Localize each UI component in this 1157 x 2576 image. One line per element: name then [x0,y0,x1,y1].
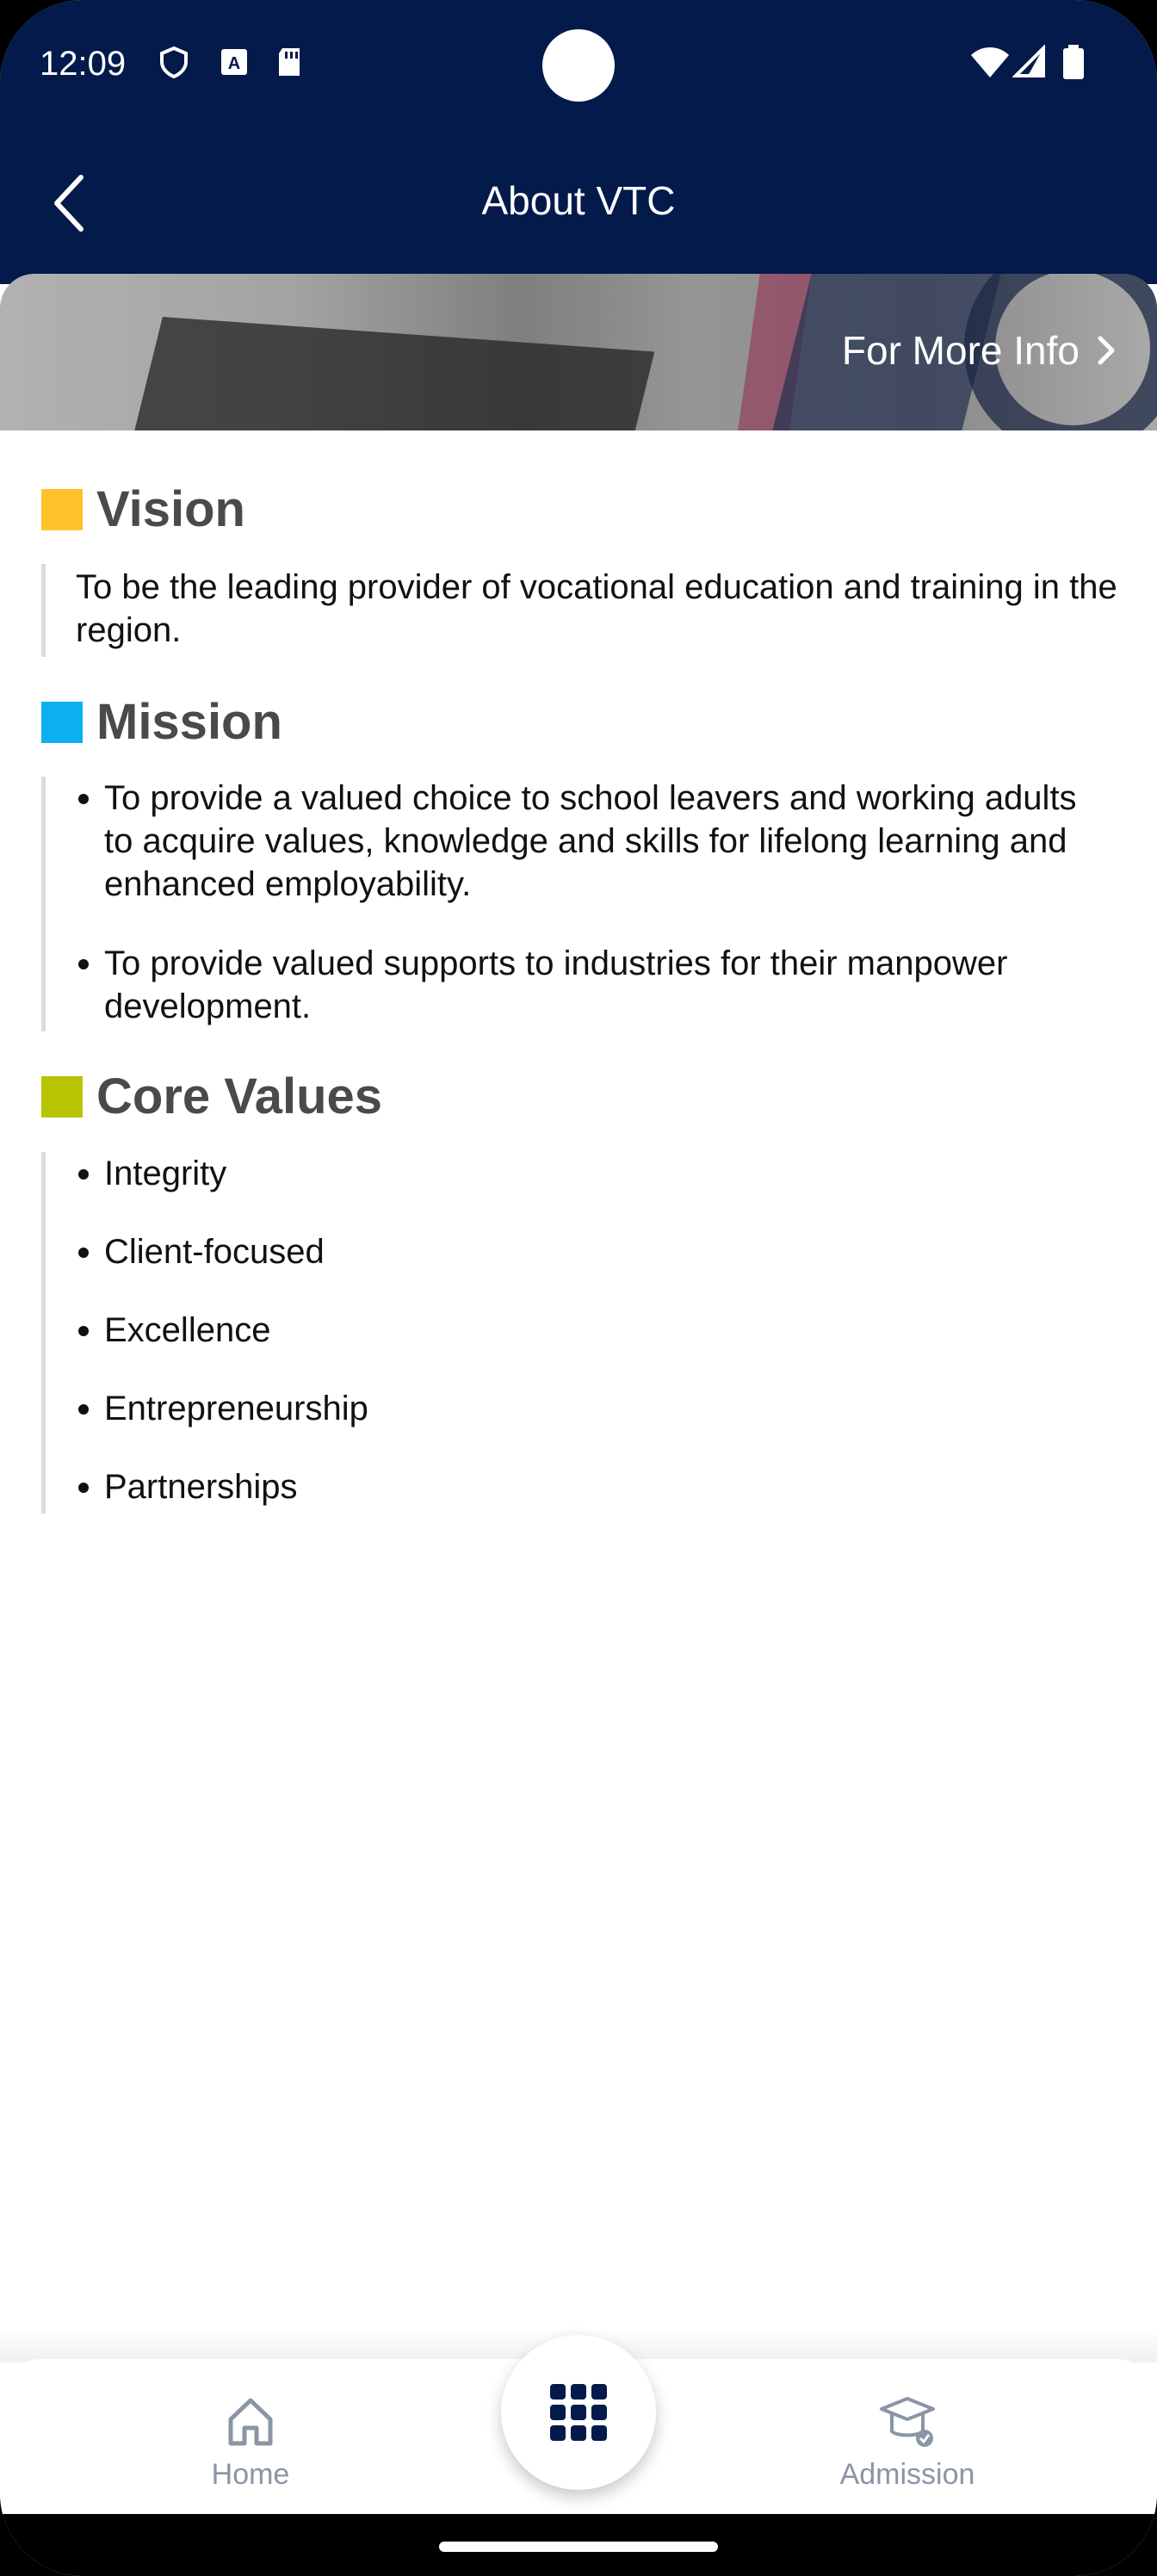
banner-image[interactable] [0,274,1157,430]
mission-body [41,777,1086,1031]
mission-item: To provide valued supports to industries for their manpower development. [104,942,1086,1028]
core-values-marker [41,1076,83,1118]
core-values-heading [41,1068,382,1125]
core-value-item: Integrity [104,1152,1086,1195]
vision-body [41,564,1117,657]
menu-grid-button[interactable] [501,2335,656,2490]
camera-cutout [542,29,615,102]
core-values-title: Core Values [96,1068,383,1124]
grid-menu-icon [548,2382,609,2443]
vision-title: Vision [96,481,245,537]
sd-card-icon [272,45,306,79]
core-value-item: Entrepreneurship [104,1387,1086,1430]
nav-home[interactable] [172,2393,329,2492]
mission-list [46,777,1086,1028]
keyboard-a-icon [217,45,251,79]
header-bar [0,0,1157,284]
vision-heading [41,480,245,538]
battery-icon [1061,45,1086,79]
vision-text: To be the leading provider of vocational education and training in the region. [76,568,1117,649]
signal-icon [1012,45,1047,79]
chevron-right-icon [1095,333,1117,368]
core-values-body [41,1152,1086,1514]
page-title: About VTC [481,178,676,223]
svg-text:A: A [227,54,241,73]
core-value-item: Excellence [104,1309,1086,1352]
core-values-list [46,1152,1086,1508]
for-more-info-link[interactable] [842,327,1117,374]
mission-title: Mission [96,694,282,750]
core-value-item: Client-focused [104,1230,1086,1273]
mission-marker [41,702,83,743]
nav-home-label: Home [211,2458,290,2491]
nav-admission[interactable] [813,2393,1002,2492]
home-icon [222,2393,279,2450]
shield-icon [157,45,191,79]
gesture-handle[interactable] [439,2542,718,2552]
mission-item: To provide a valued choice to school leavers and working adults to acquire values, knowledge and skills for lifelong learning and enhanced employability. [104,777,1086,906]
vision-marker [41,489,83,530]
nav-admission-label: Admission [839,2458,975,2491]
mission-heading [41,693,282,751]
wifi-icon [969,45,1011,79]
for-more-info-label: For More Info [841,328,1080,373]
graduation-cap-icon [876,2393,938,2450]
status-time: 12:09 [40,45,127,83]
core-value-item: Partnerships [104,1465,1086,1508]
